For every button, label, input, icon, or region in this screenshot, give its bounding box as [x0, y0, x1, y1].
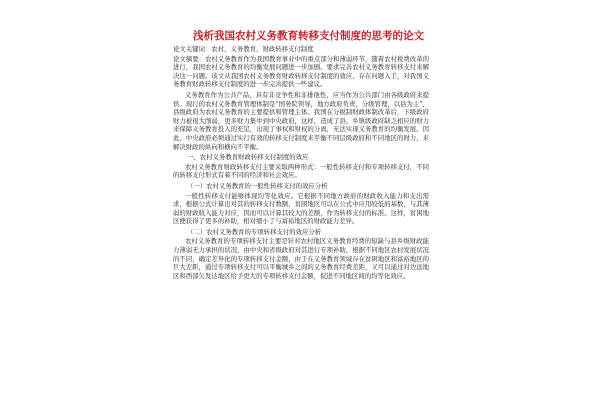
document-title: 浅析我国农村义务教育转移支付制度的思考的论文 [193, 30, 424, 42]
document-page [173, 30, 429, 375]
body-paragraph: 农村义务教育财政转移支付主要采取两种形式：一般性转移支付和专项转移支付，不同的转移支付形式有着不同的经济和社会效应。 [173, 162, 429, 180]
body-paragraph: 义务教育作为公共产品，具有非竞争性和非排他性，应当作为公共部门由各级政府来提供。现行的农村义务教育管理体制是“国务院领导，地方政府负责，分级管理，以县为主”，县级政府为农村义务教育的主要提供和管理主体。我国在分税制财政体制改革后，下级政府财力被很大削弱，更多财力集中到中央政府，这样，造成了县、乡镇级政府缺乏相应的财力来保障义务教育投入的充足，出现了事权和财权的分离，无法实现义务教育的均衡发展。因此，中央政府必须通过实行有效的转移支付制度来平衡不同层级政府和不同地区的财力，来解决财政的纵向和横向不平衡。 [173, 90, 429, 151]
abstract-paragraph: 论文摘要：农村义务教育作为我国教育事业中的重点部分和薄弱环节，随着农村税费改革的进行，我国农村义务教育的均衡发展问题进一步加剧。要求完善农村义务教育转移支付来解决这一问题。该文从我国农村义务教育财政转移支付制度的效应、存在问题入手，对我国义务教育财政转移支付制度的进一步完善提供一些建议。 [173, 54, 429, 89]
subsection-paragraph-1: 一般性转移支付能够体现均等化效应。它根据不同地方政府的财政收入能力和支出需求，根据公式计算出对其的转移支付数额，贫困地区可以在公式中应用较低的基数，与其薄弱的财政收入能力对应，因而可以计算其较大的差额，作为转移支付的标准。这样，贫困地区便获得了更多的补助，相对缩小了与富裕地区的财政能力差异。 [173, 191, 429, 226]
section-heading: 一、农村义务教育财政转移支付制度的效应 [187, 153, 309, 162]
subsection-heading-2: （二）农村义务教育的专项转移支付的效应分析 [187, 227, 322, 236]
keywords-line: 论文关键词：农村，义务教育，财政转移支付制度 [173, 45, 314, 53]
subsection-heading-1: （一）农村义务教育的一般性转移支付的效应分析 [187, 181, 328, 190]
subsection-paragraph-2: 农村义务教育的专项转移支付主要是针对农村地区义务教育经费的短缺与县乡级财政能力薄弱无力承担的状况，由中央和省级政府对其进行专项补助，根据不同地区农村发展状况的不同，确定差异化的专项转移支付金额，由于在义务教育领域存在贫困地区和富裕地区的巨大差距，通过专项转移支付可以平衡城乡之间的义务教育经费差距，又可以通过对边远地区和西部欠发达地区给予更大的专项转移支付金额，促进不同地区间的均等化效应。 [173, 237, 429, 280]
